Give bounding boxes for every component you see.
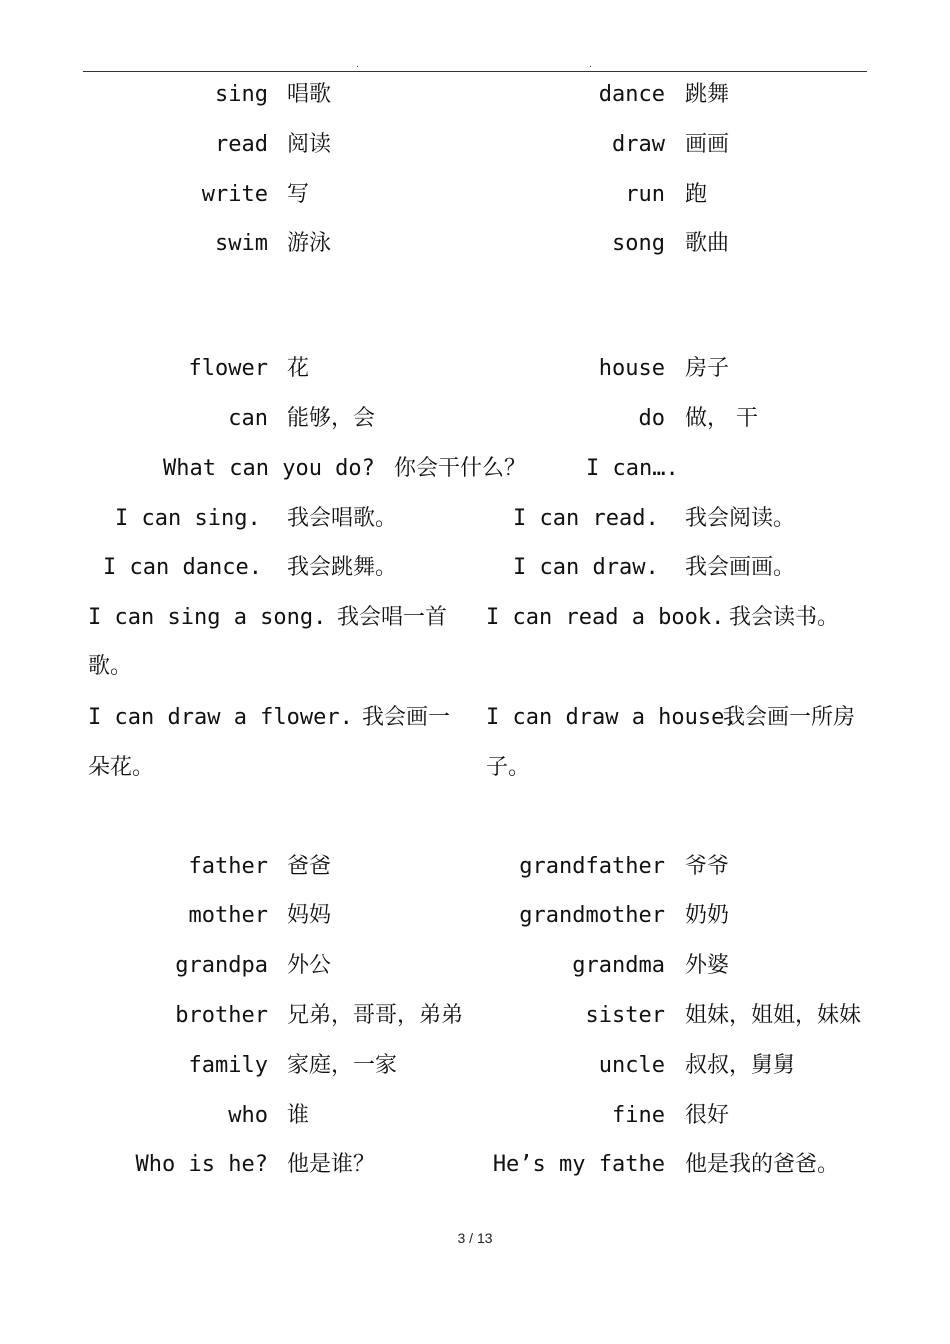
vocab-en: Who is he? [135,1152,268,1177]
vocab-zh-right: 他是我的爸爸。 [685,1152,840,1177]
vocab-zh-right: 爷爷 [685,854,730,879]
vocab-en: brother [175,1003,268,1028]
long-sentence-zh-right: 我会读书。 [729,605,840,630]
vocab-zh: 花 [287,356,310,381]
vocab-en: mother [188,903,268,928]
page-number: 3 / 13 [457,1230,493,1246]
vocab-en-right: grandmother [519,903,665,928]
vocab-en-right: house [598,356,665,381]
long-sentence-en: I can draw a flower. [88,705,353,730]
header-rule [83,71,867,72]
sentence-en: I can dance. [103,555,262,580]
long-sentence-zh-right: 我会画一所房 [723,705,856,730]
vocab-en: read [215,132,268,157]
header-dot-left: . [356,60,359,70]
vocab-zh-right: 姐妹，姐姐，妹妹 [685,1003,862,1028]
sentence-en-right: I can read. [513,506,659,531]
vocab-en-right: uncle [598,1053,665,1078]
header-dot-right: . [589,60,592,70]
vocab-zh-right: 画画 [685,132,730,157]
vocab-en-right: fine [612,1103,665,1128]
vocab-zh-right: 奶奶 [685,903,730,928]
sentence-zh: 我会跳舞。 [287,555,398,580]
vocab-zh: 阅读 [287,132,332,157]
sentence-zh-right: 我会画画。 [685,555,796,580]
vocab-en: flower [188,356,268,381]
long-sentence-zh-cont: 朵花。 [88,755,155,780]
vocab-zh: 兄弟，哥哥，弟弟 [287,1003,464,1028]
vocab-zh-right: 做， 干 [685,406,758,431]
long-sentence-zh-right-cont: 子。 [486,755,531,780]
vocab-zh: 唱歌 [287,82,332,107]
vocab-en-right: do [638,406,665,431]
vocab-en: family [188,1053,268,1078]
vocab-zh-right: 房子 [685,356,730,381]
vocab-en: swim [215,231,268,256]
long-sentence-zh: 我会唱一首 [337,605,448,630]
vocab-zh-right: 跳舞 [685,82,730,107]
vocab-en: write [201,182,268,207]
vocab-zh: 外公 [287,953,332,978]
vocab-en: can [228,406,268,431]
vocab-zh: 游泳 [287,231,332,256]
sentence-en: I can sing. [115,506,261,531]
vocab-zh: 爸爸 [287,854,332,879]
question-zh: 你会干什么？ [394,456,527,481]
vocab-en-right: dance [598,82,665,107]
vocab-zh-right: 歌曲 [685,231,730,256]
vocab-en-right: run [625,182,665,207]
long-sentence-zh-cont: 歌。 [88,654,133,679]
vocab-zh: 写 [287,182,310,207]
vocab-zh: 能够，会 [287,406,376,431]
sentence-zh-right: 我会阅读。 [685,506,796,531]
vocab-zh-right: 很好 [685,1103,730,1128]
question-en: What can you do? [163,456,375,481]
long-sentence-zh: 我会画一 [362,705,451,730]
vocab-en: grandpa [175,953,268,978]
vocab-zh-right: 叔叔，舅舅 [685,1053,796,1078]
vocab-en-right: grandma [572,953,665,978]
vocab-en-right: song [612,231,665,256]
vocab-en: sing [215,82,268,107]
vocab-zh-right: 外婆 [685,953,730,978]
vocab-en-right: draw [612,132,665,157]
vocab-zh: 家庭，一家 [287,1053,398,1078]
long-sentence-en: I can sing a song. [88,605,327,630]
vocab-en-right: He’s my fathe [492,1152,665,1177]
long-sentence-en-right: I can read a book. [486,605,725,630]
vocab-en-right: sister [585,1003,665,1028]
sentence-zh: 我会唱歌。 [287,506,398,531]
vocab-zh-right: 跑 [685,182,708,207]
long-sentence-en-right: I can draw a house. [486,705,738,730]
question-answer: I can…. [586,456,679,481]
sentence-en-right: I can draw. [513,555,659,580]
vocab-en: who [228,1103,268,1128]
vocab-zh: 谁 [287,1103,310,1128]
vocab-zh: 妈妈 [287,903,332,928]
vocab-en: father [188,854,268,879]
vocab-en-right: grandfather [519,854,665,879]
vocab-zh: 他是谁？ [287,1152,376,1177]
